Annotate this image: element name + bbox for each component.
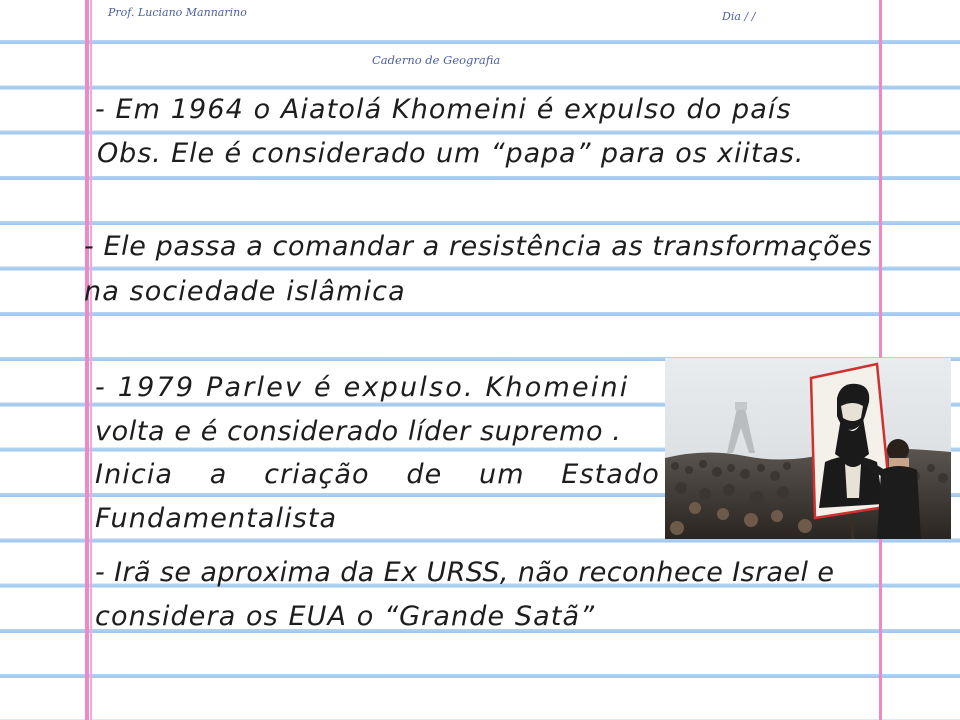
teacher-name: Prof. Luciano Mannarino [108, 6, 247, 19]
note-line: - Irã se aproxima da Ex URSS, não reconhece Israel e [95, 557, 835, 588]
note-line: - Ele passa a comandar a resistência as transformações [84, 231, 873, 262]
revolution-crowd-photo [665, 358, 951, 539]
note-line: Fundamentalista [95, 503, 338, 534]
note-line: na sociedade islâmica [84, 276, 406, 307]
note-line: Inicia a criação de um Estado [95, 459, 660, 490]
note-line: considera os EUA o “Grande Satã” [95, 601, 596, 632]
left-margin-line [85, 0, 89, 720]
note-line: - 1979 Parlev é expulso. Khomeini [95, 372, 630, 403]
note-line: - Em 1964 o Aiatolá Khomeini é expulso do país [95, 94, 792, 125]
note-line: volta e é considerado líder supremo . [95, 416, 622, 447]
notebook-subject: Caderno de Geografia [372, 53, 501, 67]
note-line: Obs. Ele é considerado um “papa” para os xiitas. [97, 138, 805, 169]
left-margin-line-secondary [90, 0, 92, 720]
date-field: Dia / / [722, 10, 756, 23]
